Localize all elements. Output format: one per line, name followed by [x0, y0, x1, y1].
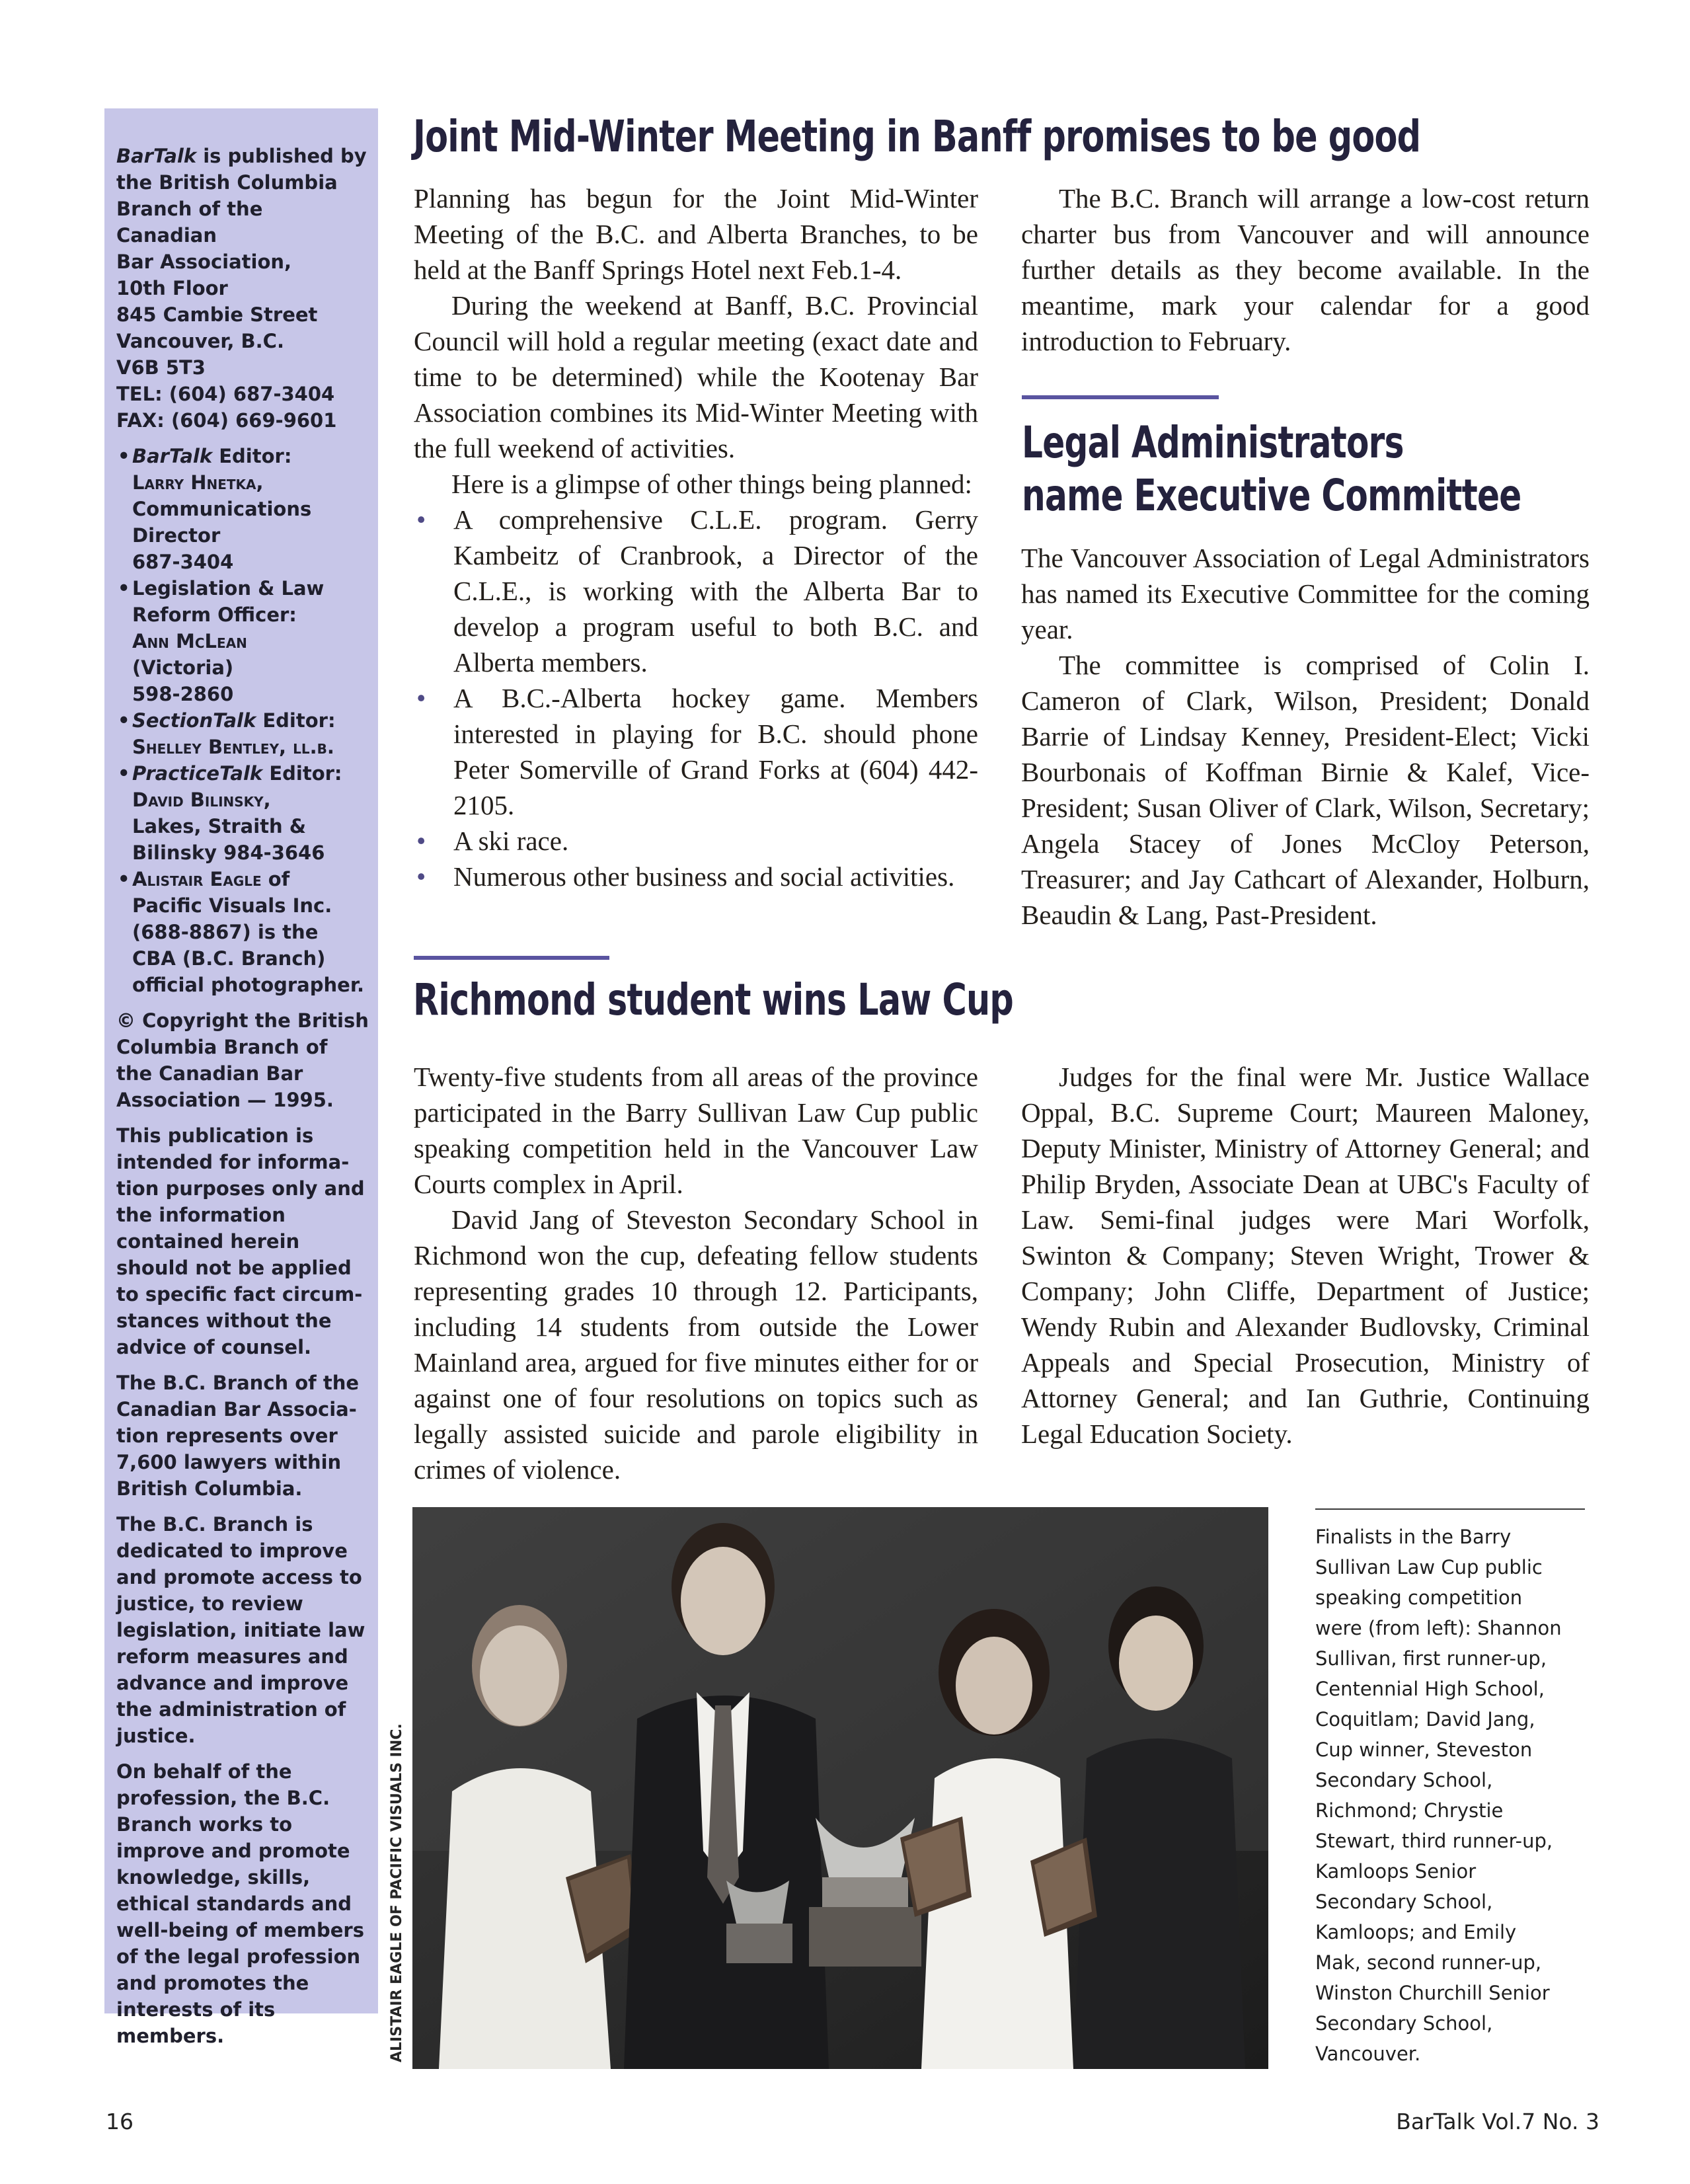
membership-statement: The B.C. Branch of the Canadian Bar Associa- tion represents over 7,600 lawyers within British Columbia. [116, 1372, 360, 1500]
profession-statement: On behalf of the profession, the B.C. Branch works to improve and promote knowledge, skills, ethical standards and well-being of members of the legal profession and promotes the interests of its members. [116, 1760, 364, 2047]
richmond-paragraph-2: David Jang of Steveston Secondary School in Richmond won the cup, defeating fellow students representing grades 10 through 12. Participants, including 14 students from outside the Lower Mainland area, argued for five minutes either for or against one of four resolutions on topics such as legally assisted suicide and parole eligibility in crimes of violence. [414, 1204, 978, 1485]
disclaimer: This publication is intended for informa- tion purposes only and the information contained herein should not be applied to specific fact circum- stances without the advice of counsel. [116, 1124, 365, 1358]
richmond-accent-rule [414, 956, 609, 960]
staff-practicetalk-editor: • PracticeTalk Editor: David Bilinsky, Lakes, Straith & Bilinsky 984-3646 [116, 760, 369, 866]
finalists-photo-illustration [412, 1507, 1268, 2069]
legal-paragraph-1: The Vancouver Association of Legal Administrators has named its Executive Committee for the coming year. [1021, 543, 1590, 644]
photo-caption: Finalists in the Barry Sullivan Law Cup public speaking competition were (from left): Shannon Sullivan, first runner-up, Centennial High School, Coquitlam; David Jang, Cup winner, Steveston Secondary School, Richmond; Chrystie Stewart, third runner-up, Kamloops Senior Secondary School, Kamloops; and Emily Mak, second runner-up, Winston Churchill Senior Secondary School, Vancouver. [1315, 1526, 1562, 2065]
richmond-column-left [414, 1059, 978, 1487]
banff-plan-item: • Numerous other business and social activities. [414, 859, 978, 894]
banff-plan-list [414, 502, 978, 894]
banff-column-right [1021, 180, 1590, 359]
caption-rule [1315, 1508, 1585, 1510]
masthead-sidebar [104, 108, 378, 2047]
banff-paragraph-2: During the weekend at Banff, B.C. Provincial Council will hold a regular meeting (exact date and time to be determined) while the Kootenay Bar Association combines its Mid-Winter Meeting with the full weekend of activities. [414, 290, 978, 463]
publisher-info: BarTalk is published by the British Columbia Branch of the Canadian Bar Association, 10th Floor 845 Cambie Street Vancouver, B.C. V6B 5T3 TEL: (604) 687-3404 FAX: (604) 669-9601 [116, 145, 367, 432]
legal-column [1021, 540, 1590, 933]
legal-paragraph-2: The committee is comprised of Colin I. Cameron of Clark, Wilson, President; Donald Barrie of Lindsay Kenney, President-Elect; Vicki Bourbonais of Koffman Birnie & Kalef, Vice-President; Susan Oliver of Clark, Wilson, Secretary; Angela Stacey of Jones McCloy Peterson, Treasurer; and Jay Cathcart of Alexander, Holburn, Beaudin & Lang, Past-President. [1021, 650, 1590, 930]
photo-credit: ALISTAIR EAGLE OF PACIFIC VISUALS INC. [389, 1723, 405, 2062]
legal-headline: Legal Administrators name Executive Committee [1022, 417, 1521, 521]
copyright-notice: © Copyright the British Columbia Branch of the Canadian Bar Association — 1995. [116, 1009, 369, 1111]
staff-sectiontalk-editor: • SectionTalk Editor: Shelley Bentley, ll.b. [116, 707, 369, 760]
banff-paragraph-4: The B.C. Branch will arrange a low-cost return charter bus from Vancouver and will announce further details as they become available. In the meantime, mark your calendar for a good introduction to February. [1021, 183, 1590, 356]
banff-paragraph-1: Planning has begun for the Joint Mid-Winter Meeting of the B.C. and Alberta Branches, to be held at the Banff Springs Hotel next Feb.1-4. [414, 183, 978, 285]
legal-accent-rule [1022, 395, 1219, 399]
staff-list [116, 443, 369, 998]
finalists-photo [412, 1507, 1268, 2069]
richmond-headline: Richmond student wins Law Cup [413, 974, 1014, 1025]
staff-photographer: • Alistair Eagle of Pacific Visuals Inc. (688-8867) is the CBA (B.C. Branch) official photographer. [116, 866, 369, 998]
banff-plan-item: • A ski race. [414, 823, 978, 859]
issue-label: BarTalk Vol.7 No. 3 [1396, 2109, 1599, 2134]
banff-plan-item: • A comprehensive C.L.E. program. Gerry Kambeitz of Cranbrook, a Director of the C.L.E., is working with the Alberta Bar to develop a program useful to both B.C. and Alberta members. [414, 502, 978, 680]
richmond-paragraph-1: Twenty-five students from all areas of the province participated in the Barry Sullivan Law Cup public speaking competition held in the Vancouver Law Courts complex in April. [414, 1062, 978, 1199]
page-number: 16 [106, 2109, 134, 2134]
richmond-paragraph-3: Judges for the final were Mr. Justice Wallace Oppal, B.C. Supreme Court; Maureen Maloney, Deputy Minister, Ministry of Attorney General; and Philip Bryden, Associate Dean at UBC's Faculty of Law. Semi-final judges were Mari Worfolk, Swinton & Company; Steven Wright, Trower & Company; John Cliffe, Department of Justice; Wendy Rubin and Alexander Budlovsky, Criminal Appeals and Special Prosecution, Ministry of Attorney General; and Ian Guthrie, Continuing Legal Education Society. [1021, 1062, 1590, 1449]
mission-statement: The B.C. Branch is dedicated to improve and promote access to justice, to review legislation, initiate law reform measures and advance and improve the administration of justice. [116, 1513, 365, 1747]
banff-column-left [414, 180, 978, 894]
banff-plan-item: • A B.C.-Alberta hockey game. Members interested in playing for B.C. should phone Peter Somerville of Grand Forks at (604) 442-2105. [414, 680, 978, 823]
richmond-column-right [1021, 1059, 1590, 1452]
banff-paragraph-3: Here is a glimpse of other things being planned: [451, 469, 972, 499]
banff-headline: Joint Mid-Winter Meeting in Banff promises to be good [413, 111, 1421, 162]
staff-legislation-officer: • Legislation & Law Reform Officer: Ann McLean (Victoria) 598-2860 [116, 575, 369, 707]
staff-editor: • BarTalk Editor: Larry Hnetka, Communications Director 687-3404 [116, 443, 369, 575]
